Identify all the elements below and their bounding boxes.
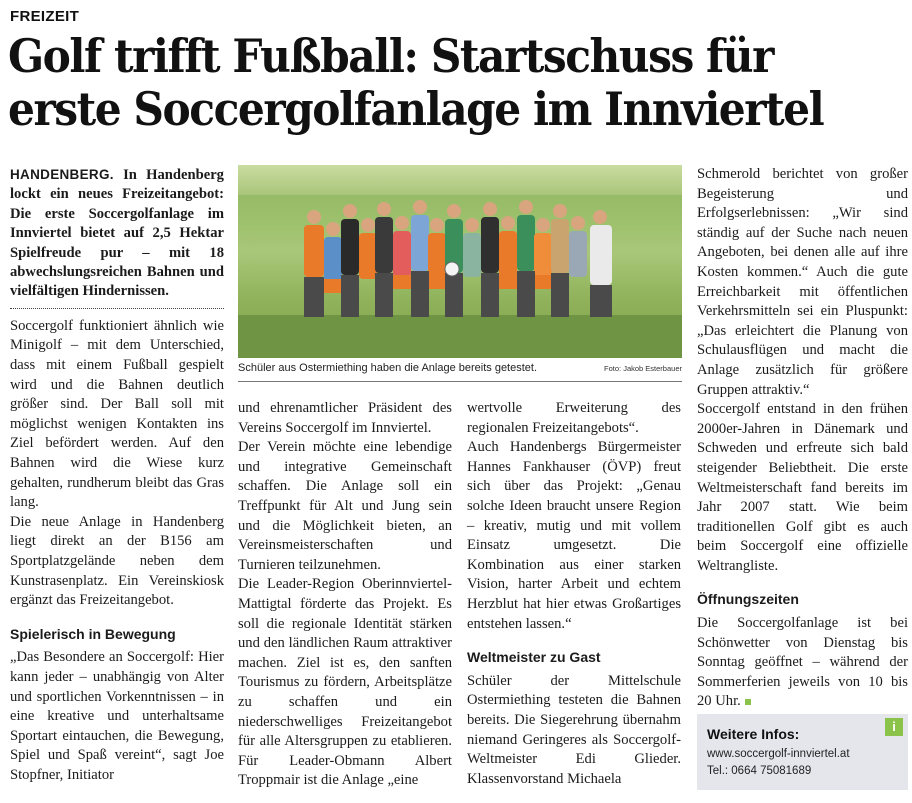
column-4 <box>697 165 908 712</box>
body-paragraph: und ehrenamtlicher Präsident des Vereins Soccergolf im Innviertel. <box>238 400 452 436</box>
photo-caption <box>238 362 682 374</box>
column-1 <box>10 165 224 786</box>
lead-paragraph <box>10 165 224 302</box>
children-group-icon <box>304 200 612 317</box>
photo-illustration <box>238 165 682 358</box>
headline-line-1: Golf trifft Fußball: Startschuss für <box>8 29 773 83</box>
info-box-phone: Tel.: 0664 75081689 <box>707 765 812 777</box>
dotted-divider <box>10 308 224 309</box>
info-box-title: Weitere Infos: <box>707 726 800 742</box>
body-paragraph: Die Leader-Region Oberinnviertel-Mattigtal förderte das Projekt. Es soll die regionale Identität stärken und den ländlichen Raum attraktiver machen. Ziel ist es, den sanften Tourismus zu fördern, Arbeitsplätze zu schaffen und ein niederschwelliges Freizeitangebot für alle Altersgruppen zu etablieren. Für Leader-Obmann Albert Troppmair ist die Anlage „eine <box>238 576 452 789</box>
info-icon: i <box>885 718 903 736</box>
body-paragraph: Die neue Anlage in Handenberg liegt direkt an der B156 am Sportplatzgelände neben dem Kunstrasenplatz. Ein Vereinskiosk ergänzt das Freizeitangebot. <box>10 513 224 609</box>
headline-line-2: erste Soccergolfanlage im Innviertel <box>8 82 824 136</box>
subheading: Weltmeister zu Gast <box>467 649 601 666</box>
group-photo <box>238 165 682 358</box>
body-paragraph: Der Verein möchte eine lebendige und integrative Gemeinschaft schaffen. Die Anlage soll ein Treffpunkt für Alt und Jung sein und die Möglichkeit bieten, an Vereinsmeisterschaften und Turnieren teilzunehmen. <box>238 439 452 573</box>
info-box-url[interactable]: www.soccergolf-innviertel.at <box>707 748 850 760</box>
body-paragraph: Auch Handenbergs Bürgermeister Hannes Fankhauser (ÖVP) freut sich über das Projekt: „Genau solche Ideen braucht unsere Region – kreativ, mutig und mit vollem Einsatz umgesetzt. Die Kombination aus einer starken Vision, harter Arbeit und echtem Herzblut hat hier etwas Großartiges entstehen lassen.“ <box>467 439 681 632</box>
dateline: HANDENBERG. <box>10 167 114 182</box>
section-rubric: FREIZEIT <box>10 8 80 25</box>
body-paragraph: Schmerold berichtet von großer Begeisterung und Erfolgserlebnissen: „Wir sind ständig auf der Suche nach neuen Angeboten, bei denen alle auf ihre Kosten kommen.“ Auch die gute Erreichbarkeit mit öffentlichen Verkehrsmitteln sei ein Pluspunkt: „Das erleichtert die Planung von Schulausflügen und macht die Anlage zusätzlich für größere Gruppen attraktiv.“ <box>697 166 908 398</box>
article-end-square-icon <box>745 699 751 705</box>
caption-text: Schüler aus Ostermiething haben die Anlage bereits getestet. <box>238 362 538 374</box>
info-box <box>697 714 908 790</box>
headline <box>8 30 836 136</box>
body-paragraph <box>697 614 908 712</box>
body-paragraph: „Das Besondere an Soccergolf: Hier kann jeder – unabhängig von Alter und sportlichen Vorkenntnissen – in eine kreative und unterhaltsame Sportart eintauchen, die Bewegung, Spiel und Spaß vereint“, sagt Joe Stopfner, Initiator <box>10 649 224 783</box>
lead-text: In Handenberg lockt ein neues Freizeitangebot: Die erste Soccergolfanlage im Innviertel bietet auf 2,5 Hektar Spielfreude pur – mit 18 abwechslungsreichen Bahnen und vielfältigen Hindernissen. <box>10 167 224 300</box>
column-3 <box>467 399 681 789</box>
body-paragraph: Soccergolf funktioniert ähnlich wie Minigolf – mit dem Unterschied, dass mit einem Fußball gespielt wird und die Bahnen deutlich größer sind. Der Ball soll mit möglichst wenigen Kontakten ins Ziel befördert werden. Auf den Bahnen wird die Wiese kurz gehalten, rundherum bleibt das Gras lang. <box>10 317 224 511</box>
caption-divider <box>238 381 682 382</box>
subheading: Spielerisch in Bewegung <box>10 625 176 642</box>
body-paragraph: Schüler der Mittelschule Ostermiething testeten die Bahnen bereits. Die Siegerehrung übernahm niemand Geringeres als Soccergolf-Weltmeister Edi Glieder. Klassenvorstand Michaela <box>467 672 681 787</box>
opening-hours-text: Die Soccergolfanlage ist bei Schönwetter von Dienstag bis Sonntag geöffnet – während der Sommerferien jeweils von 10 bis 20 Uhr. <box>697 615 908 710</box>
body-paragraph: wertvolle Erweiterung des regionalen Freizeitangebots“. <box>467 400 681 436</box>
subheading: Öffnungszeiten <box>697 591 799 608</box>
column-2 <box>238 399 452 791</box>
photo-credit: Foto: Jakob Esterbauer <box>604 364 682 373</box>
body-paragraph: Soccergolf entstand in den frühen 2000er-Jahren in Dänemark und Schweden und erfreute sich bald steigender Beliebtheit. Die erste Weltmeisterschaft fand bereits im Jahr 2007 statt. Wie beim traditionellen Golf gibt es auch beim Soccergolf eine offizielle Weltrangliste. <box>697 401 908 574</box>
